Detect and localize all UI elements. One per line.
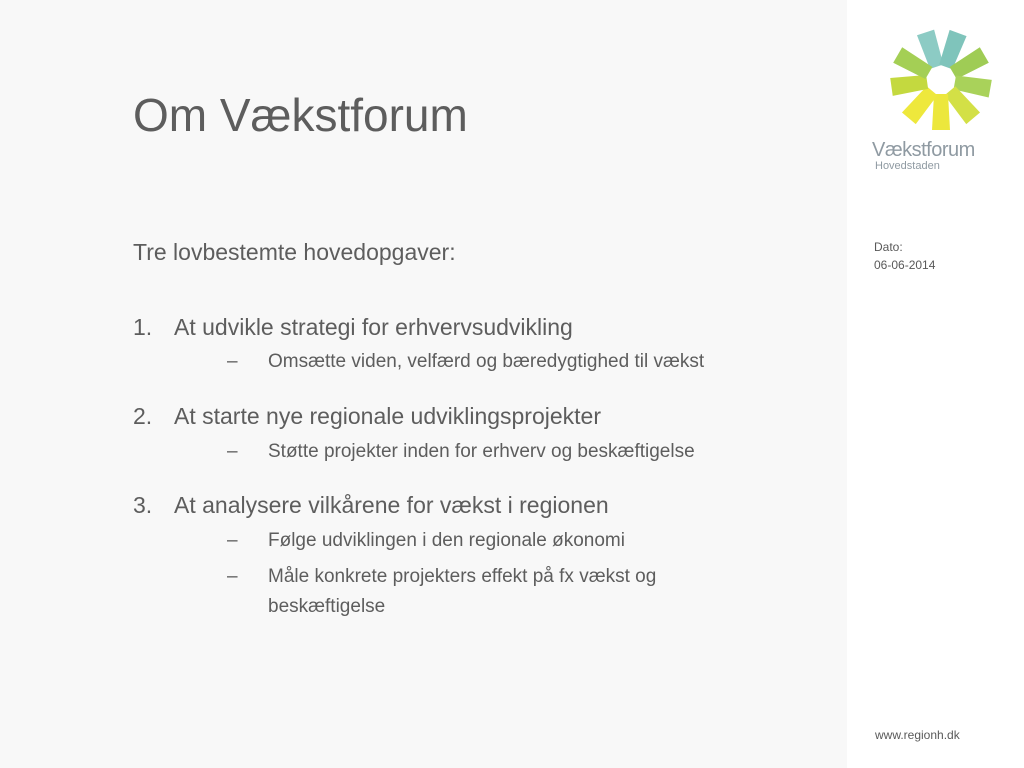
sub-item-dash: – bbox=[227, 566, 238, 587]
sub-item-text: Omsætte viden, velfærd og bæredygtighed til vækst bbox=[268, 351, 705, 372]
slide-title: Om Vækstforum bbox=[133, 89, 468, 141]
sub-item bbox=[227, 437, 738, 467]
list-item-number: 1. bbox=[133, 314, 153, 340]
list-item-number: 2. bbox=[133, 403, 153, 429]
list-item bbox=[133, 314, 573, 341]
list-item-text: At starte nye regionale udviklingsprojekter bbox=[174, 403, 602, 429]
list-item bbox=[133, 492, 609, 519]
sub-item-dash: – bbox=[227, 530, 238, 551]
sub-item-text: Måle konkrete projekters effekt på fx vækst og beskæftigelse bbox=[268, 566, 657, 617]
sub-item bbox=[227, 526, 738, 556]
sub-item bbox=[227, 347, 738, 377]
list-item-text: At udvikle strategi for erhvervsudvikling bbox=[174, 314, 573, 340]
sub-item-text: Følge udviklingen i den regionale økonomi bbox=[268, 530, 625, 551]
list-item-text: At analysere vilkårene for vækst i regionen bbox=[174, 492, 609, 518]
star-flower-logo-icon bbox=[885, 24, 997, 136]
date-label: Dato: bbox=[874, 240, 903, 254]
website-url: www.regionh.dk bbox=[875, 728, 960, 742]
sub-item bbox=[227, 562, 738, 622]
logo-petals bbox=[890, 30, 992, 130]
date-value: 06-06-2014 bbox=[874, 258, 936, 272]
brand-name: Vækstforum bbox=[872, 139, 975, 161]
intro-text: Tre lovbestemte hovedopgaver: bbox=[133, 239, 456, 265]
sub-item-text: Støtte projekter inden for erhverv og beskæftigelse bbox=[268, 441, 695, 462]
sub-item-dash: – bbox=[227, 351, 238, 372]
brand-subtitle: Hovedstaden bbox=[875, 160, 940, 172]
list-item-number: 3. bbox=[133, 492, 153, 518]
list-item bbox=[133, 403, 601, 430]
sub-item-dash: – bbox=[227, 441, 238, 462]
